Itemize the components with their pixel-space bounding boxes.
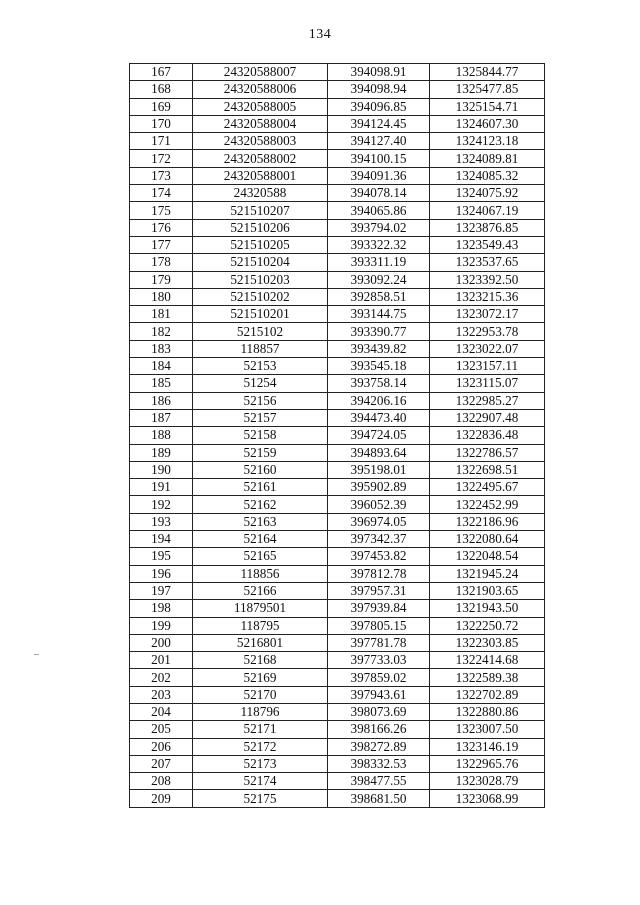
table-row — [130, 167, 545, 184]
row-number-cell: 201 — [130, 652, 193, 669]
x-coordinate-cell: 398166.26 — [328, 721, 430, 738]
row-number-cell: 207 — [130, 755, 193, 772]
y-coordinate-cell: 1323028.79 — [430, 773, 545, 790]
table-row — [130, 479, 545, 496]
table-row — [130, 202, 545, 219]
row-number-cell: 188 — [130, 427, 193, 444]
row-number-cell: 173 — [130, 167, 193, 184]
table-row — [130, 133, 545, 150]
row-number-cell: 203 — [130, 686, 193, 703]
y-coordinate-cell: 1322985.27 — [430, 392, 545, 409]
y-coordinate-cell: 1323022.07 — [430, 340, 545, 357]
table-row — [130, 617, 545, 634]
y-coordinate-cell: 1322186.96 — [430, 513, 545, 530]
point-id-cell: 52169 — [193, 669, 328, 686]
y-coordinate-cell: 1323146.19 — [430, 738, 545, 755]
table-row — [130, 444, 545, 461]
row-number-cell: 194 — [130, 531, 193, 548]
row-number-cell: 198 — [130, 600, 193, 617]
row-number-cell: 180 — [130, 288, 193, 305]
point-id-cell: 11879501 — [193, 600, 328, 617]
x-coordinate-cell: 394206.16 — [328, 392, 430, 409]
point-id-cell: 118856 — [193, 565, 328, 582]
y-coordinate-cell: 1324123.18 — [430, 133, 545, 150]
row-number-cell: 196 — [130, 565, 193, 582]
point-id-cell: 118796 — [193, 703, 328, 720]
x-coordinate-cell: 397943.61 — [328, 686, 430, 703]
row-number-cell: 186 — [130, 392, 193, 409]
row-number-cell: 178 — [130, 254, 193, 271]
table-row — [130, 773, 545, 790]
y-coordinate-cell: 1324607.30 — [430, 115, 545, 132]
y-coordinate-cell: 1323549.43 — [430, 236, 545, 253]
row-number-cell: 190 — [130, 461, 193, 478]
y-coordinate-cell: 1322080.64 — [430, 531, 545, 548]
x-coordinate-cell: 394473.40 — [328, 409, 430, 426]
table-row — [130, 219, 545, 236]
table-row — [130, 531, 545, 548]
y-coordinate-cell: 1323068.99 — [430, 790, 545, 807]
table-row — [130, 496, 545, 513]
row-number-cell: 200 — [130, 634, 193, 651]
table-row — [130, 271, 545, 288]
x-coordinate-cell: 394096.85 — [328, 98, 430, 115]
row-number-cell: 205 — [130, 721, 193, 738]
coordinates-table-body — [130, 64, 545, 808]
x-coordinate-cell: 393144.75 — [328, 306, 430, 323]
row-number-cell: 181 — [130, 306, 193, 323]
page-number: 134 — [308, 27, 332, 42]
x-coordinate-cell: 392858.51 — [328, 288, 430, 305]
x-coordinate-cell: 394098.94 — [328, 81, 430, 98]
table-row — [130, 409, 545, 426]
x-coordinate-cell: 394124.45 — [328, 115, 430, 132]
y-coordinate-cell: 1324085.32 — [430, 167, 545, 184]
x-coordinate-cell: 394724.05 — [328, 427, 430, 444]
point-id-cell: 24320588002 — [193, 150, 328, 167]
y-coordinate-cell: 1323007.50 — [430, 721, 545, 738]
table-row — [130, 669, 545, 686]
row-number-cell: 195 — [130, 548, 193, 565]
x-coordinate-cell: 393390.77 — [328, 323, 430, 340]
table-row — [130, 236, 545, 253]
row-number-cell: 199 — [130, 617, 193, 634]
point-id-cell: 52173 — [193, 755, 328, 772]
y-coordinate-cell: 1322250.72 — [430, 617, 545, 634]
y-coordinate-cell: 1322953.78 — [430, 323, 545, 340]
x-coordinate-cell: 397805.15 — [328, 617, 430, 634]
y-coordinate-cell: 1322880.86 — [430, 703, 545, 720]
point-id-cell: 52168 — [193, 652, 328, 669]
point-id-cell: 52172 — [193, 738, 328, 755]
y-coordinate-cell: 1322048.54 — [430, 548, 545, 565]
point-id-cell: 521510201 — [193, 306, 328, 323]
y-coordinate-cell: 1324089.81 — [430, 150, 545, 167]
row-number-cell: 177 — [130, 236, 193, 253]
row-number-cell: 189 — [130, 444, 193, 461]
y-coordinate-cell: 1322414.68 — [430, 652, 545, 669]
table-row — [130, 150, 545, 167]
point-id-cell: 118857 — [193, 340, 328, 357]
point-id-cell: 52159 — [193, 444, 328, 461]
row-number-cell: 171 — [130, 133, 193, 150]
x-coordinate-cell: 394078.14 — [328, 185, 430, 202]
y-coordinate-cell: 1323072.17 — [430, 306, 545, 323]
point-id-cell: 52164 — [193, 531, 328, 548]
table-row — [130, 81, 545, 98]
point-id-cell: 24320588 — [193, 185, 328, 202]
y-coordinate-cell: 1324067.19 — [430, 202, 545, 219]
point-id-cell: 52157 — [193, 409, 328, 426]
x-coordinate-cell: 397812.78 — [328, 565, 430, 582]
table-row — [130, 565, 545, 582]
point-id-cell: 52158 — [193, 427, 328, 444]
y-coordinate-cell: 1321945.24 — [430, 565, 545, 582]
row-number-cell: 170 — [130, 115, 193, 132]
x-coordinate-cell: 393545.18 — [328, 358, 430, 375]
row-number-cell: 182 — [130, 323, 193, 340]
x-coordinate-cell: 394100.15 — [328, 150, 430, 167]
row-number-cell: 192 — [130, 496, 193, 513]
point-id-cell: 52156 — [193, 392, 328, 409]
x-coordinate-cell: 395198.01 — [328, 461, 430, 478]
row-number-cell: 191 — [130, 479, 193, 496]
coordinates-table — [129, 63, 545, 808]
y-coordinate-cell: 1323537.65 — [430, 254, 545, 271]
y-coordinate-cell: 1322303.85 — [430, 634, 545, 651]
x-coordinate-cell: 397781.78 — [328, 634, 430, 651]
point-id-cell: 52170 — [193, 686, 328, 703]
point-id-cell: 24320588006 — [193, 81, 328, 98]
table-row — [130, 375, 545, 392]
y-coordinate-cell: 1323876.85 — [430, 219, 545, 236]
table-row — [130, 323, 545, 340]
table-row — [130, 340, 545, 357]
point-id-cell: 52161 — [193, 479, 328, 496]
x-coordinate-cell: 395902.89 — [328, 479, 430, 496]
row-number-cell: 204 — [130, 703, 193, 720]
point-id-cell: 24320588005 — [193, 98, 328, 115]
table-row — [130, 703, 545, 720]
table-row — [130, 548, 545, 565]
x-coordinate-cell: 393758.14 — [328, 375, 430, 392]
y-coordinate-cell: 1325477.85 — [430, 81, 545, 98]
table-row — [130, 254, 545, 271]
table-row — [130, 738, 545, 755]
row-number-cell: 185 — [130, 375, 193, 392]
point-id-cell: 51254 — [193, 375, 328, 392]
point-id-cell: 52166 — [193, 582, 328, 599]
row-number-cell: 208 — [130, 773, 193, 790]
y-coordinate-cell: 1322836.48 — [430, 427, 545, 444]
point-id-cell: 52175 — [193, 790, 328, 807]
point-id-cell: 52163 — [193, 513, 328, 530]
point-id-cell: 521510204 — [193, 254, 328, 271]
point-id-cell: 24320588001 — [193, 167, 328, 184]
x-coordinate-cell: 394893.64 — [328, 444, 430, 461]
x-coordinate-cell: 393322.32 — [328, 236, 430, 253]
row-number-cell: 197 — [130, 582, 193, 599]
point-id-cell: 52174 — [193, 773, 328, 790]
point-id-cell: 52153 — [193, 358, 328, 375]
row-number-cell: 193 — [130, 513, 193, 530]
y-coordinate-cell: 1322452.99 — [430, 496, 545, 513]
row-number-cell: 183 — [130, 340, 193, 357]
table-row — [130, 427, 545, 444]
y-coordinate-cell: 1325154.71 — [430, 98, 545, 115]
y-coordinate-cell: 1322495.67 — [430, 479, 545, 496]
table-row — [130, 306, 545, 323]
y-coordinate-cell: 1323157.11 — [430, 358, 545, 375]
y-coordinate-cell: 1325844.77 — [430, 64, 545, 81]
point-id-cell: 521510203 — [193, 271, 328, 288]
row-number-cell: 202 — [130, 669, 193, 686]
y-coordinate-cell: 1322589.38 — [430, 669, 545, 686]
scan-mark — [34, 654, 39, 655]
table-row — [130, 600, 545, 617]
point-id-cell: 24320588004 — [193, 115, 328, 132]
table-row — [130, 790, 545, 807]
row-number-cell: 184 — [130, 358, 193, 375]
point-id-cell: 52171 — [193, 721, 328, 738]
table-row — [130, 392, 545, 409]
row-number-cell: 167 — [130, 64, 193, 81]
point-id-cell: 521510206 — [193, 219, 328, 236]
point-id-cell: 521510202 — [193, 288, 328, 305]
table-row — [130, 721, 545, 738]
y-coordinate-cell: 1323392.50 — [430, 271, 545, 288]
table-row — [130, 461, 545, 478]
row-number-cell: 187 — [130, 409, 193, 426]
x-coordinate-cell: 393311.19 — [328, 254, 430, 271]
table-row — [130, 358, 545, 375]
point-id-cell: 52162 — [193, 496, 328, 513]
y-coordinate-cell: 1322907.48 — [430, 409, 545, 426]
point-id-cell: 5216801 — [193, 634, 328, 651]
point-id-cell: 521510207 — [193, 202, 328, 219]
y-coordinate-cell: 1321903.65 — [430, 582, 545, 599]
row-number-cell: 206 — [130, 738, 193, 755]
row-number-cell: 209 — [130, 790, 193, 807]
point-id-cell: 24320588007 — [193, 64, 328, 81]
table-row — [130, 513, 545, 530]
table-row — [130, 582, 545, 599]
x-coordinate-cell: 394065.86 — [328, 202, 430, 219]
row-number-cell: 172 — [130, 150, 193, 167]
x-coordinate-cell: 397859.02 — [328, 669, 430, 686]
point-id-cell: 5215102 — [193, 323, 328, 340]
table-row — [130, 288, 545, 305]
table-row — [130, 755, 545, 772]
table-row — [130, 64, 545, 81]
row-number-cell: 179 — [130, 271, 193, 288]
y-coordinate-cell: 1322965.76 — [430, 755, 545, 772]
x-coordinate-cell: 397957.31 — [328, 582, 430, 599]
x-coordinate-cell: 394091.36 — [328, 167, 430, 184]
point-id-cell: 521510205 — [193, 236, 328, 253]
y-coordinate-cell: 1321943.50 — [430, 600, 545, 617]
x-coordinate-cell: 397342.37 — [328, 531, 430, 548]
x-coordinate-cell: 398681.50 — [328, 790, 430, 807]
y-coordinate-cell: 1322698.51 — [430, 461, 545, 478]
x-coordinate-cell: 398073.69 — [328, 703, 430, 720]
point-id-cell: 52165 — [193, 548, 328, 565]
table-row — [130, 652, 545, 669]
x-coordinate-cell: 393092.24 — [328, 271, 430, 288]
x-coordinate-cell: 397733.03 — [328, 652, 430, 669]
x-coordinate-cell: 393794.02 — [328, 219, 430, 236]
y-coordinate-cell: 1323115.07 — [430, 375, 545, 392]
y-coordinate-cell: 1322702.89 — [430, 686, 545, 703]
table-row — [130, 115, 545, 132]
x-coordinate-cell: 397939.84 — [328, 600, 430, 617]
row-number-cell: 169 — [130, 98, 193, 115]
row-number-cell: 176 — [130, 219, 193, 236]
point-id-cell: 24320588003 — [193, 133, 328, 150]
point-id-cell: 52160 — [193, 461, 328, 478]
table-row — [130, 634, 545, 651]
x-coordinate-cell: 398272.89 — [328, 738, 430, 755]
y-coordinate-cell: 1324075.92 — [430, 185, 545, 202]
table-row — [130, 98, 545, 115]
table-row — [130, 185, 545, 202]
x-coordinate-cell: 398332.53 — [328, 755, 430, 772]
row-number-cell: 168 — [130, 81, 193, 98]
x-coordinate-cell: 396974.05 — [328, 513, 430, 530]
x-coordinate-cell: 396052.39 — [328, 496, 430, 513]
x-coordinate-cell: 393439.82 — [328, 340, 430, 357]
x-coordinate-cell: 394127.40 — [328, 133, 430, 150]
x-coordinate-cell: 398477.55 — [328, 773, 430, 790]
point-id-cell: 118795 — [193, 617, 328, 634]
y-coordinate-cell: 1323215.36 — [430, 288, 545, 305]
x-coordinate-cell: 397453.82 — [328, 548, 430, 565]
x-coordinate-cell: 394098.91 — [328, 64, 430, 81]
y-coordinate-cell: 1322786.57 — [430, 444, 545, 461]
row-number-cell: 174 — [130, 185, 193, 202]
table-row — [130, 686, 545, 703]
row-number-cell: 175 — [130, 202, 193, 219]
